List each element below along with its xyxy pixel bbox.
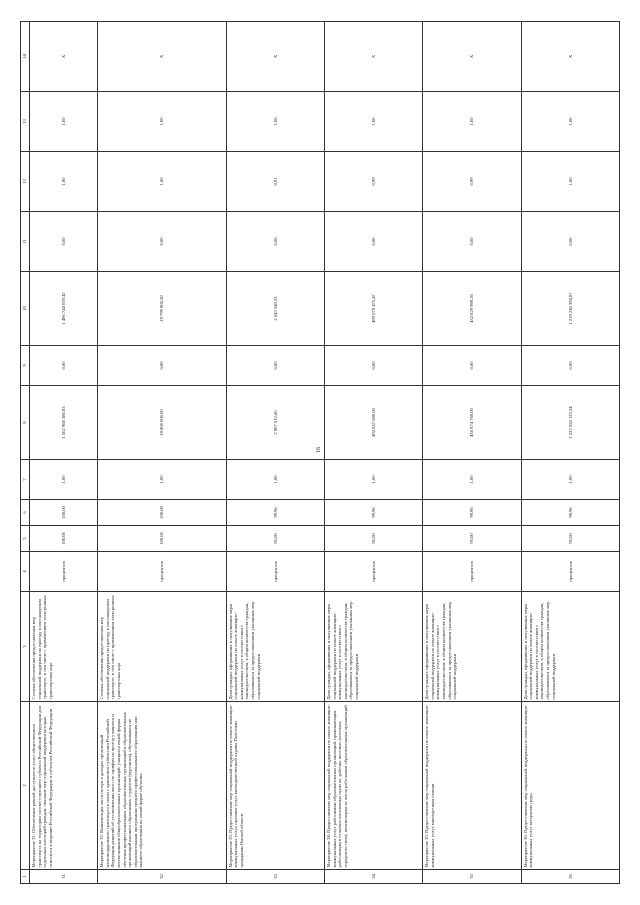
unit-cell: процентов	[98, 552, 226, 592]
value-cell: 99,96	[324, 500, 422, 526]
value-cell: 1,00	[30, 460, 98, 500]
indicator-name: Степень обеспечения предоставления мер социальной поддержки по проезду в пассажирском транспорте, в том числе с применением электронных транспортных карт	[30, 592, 98, 702]
value-cell: 1,00	[98, 152, 226, 212]
value-cell: 0,00	[423, 346, 521, 386]
value-cell: 1,00	[423, 92, 521, 152]
value-cell: 100,00	[30, 526, 98, 552]
value-cell: 0,99	[324, 152, 422, 212]
row-number: 36	[521, 870, 619, 884]
row-number: 32	[98, 870, 226, 884]
value-cell: 95,00	[226, 526, 324, 552]
col-header: 2	[21, 702, 30, 870]
unit-cell: процентов	[226, 552, 324, 592]
report-table	[20, 21, 620, 884]
value-cell: 95,00	[324, 526, 422, 552]
col-header: 10	[21, 272, 30, 346]
value-cell: X	[324, 22, 422, 92]
value-cell: 1,00	[226, 460, 324, 500]
indicator-name: Степень обеспечения предоставления мер социальной поддержки по проезду в пассажирском транспорте, в том числе с применением электронных транспортных карт	[98, 592, 226, 702]
value-cell: 436 874 760,00	[423, 386, 521, 460]
value-cell: X	[226, 22, 324, 92]
col-header: 7	[21, 460, 30, 500]
value-cell: X	[98, 22, 226, 92]
value-cell: 0,00	[324, 212, 422, 272]
col-header: 14	[21, 22, 30, 92]
col-header: 8	[21, 386, 30, 460]
indicator-name: Доля граждан, оформивших и получивших меры социальной поддержки по оплате жилищно-коммунальных услуг в соответствии с законодательством, в общем количестве граждан, обратившихся за предоставлением указанных мер социальной поддержки	[521, 592, 619, 702]
value-cell: X	[521, 22, 619, 92]
value-cell: 19 799 906,50	[98, 272, 226, 346]
col-header: 9	[21, 346, 30, 386]
value-cell: 1,00	[226, 92, 324, 152]
value-cell: 1,00	[521, 92, 619, 152]
value-cell: 100,00	[30, 500, 98, 526]
table-row	[30, 22, 98, 884]
value-cell: 99,96	[521, 500, 619, 526]
value-cell: 0,00	[521, 212, 619, 272]
value-cell: X	[423, 22, 521, 92]
value-cell: 99,96	[226, 500, 324, 526]
col-header: 12	[21, 152, 30, 212]
value-cell: 100,00	[98, 500, 226, 526]
value-cell: 0,00	[521, 346, 619, 386]
row-number: 31	[30, 870, 98, 884]
value-cell: 0,00	[30, 346, 98, 386]
value-cell: 489 079 475,47	[324, 272, 422, 346]
event-name: Мероприятие 31: Обеспечение равной доступности услуг общественного транспорта на территории соответствующего субъекта Российской Федерации для отдельных категорий граждан, оказание мер социальной поддержки которых относится к ведению Российской Федерации и субъектов Российской Федерации	[30, 702, 98, 870]
value-cell: 492 857 680,00	[324, 386, 422, 460]
value-cell: 0,00	[30, 212, 98, 272]
table-row	[98, 22, 226, 884]
value-cell: 0,00	[226, 212, 324, 272]
col-header: 4	[21, 552, 30, 592]
page-number: 16	[316, 447, 322, 453]
column-number-row	[21, 22, 30, 884]
row-number: 34	[324, 870, 422, 884]
col-header: 5	[21, 526, 30, 552]
value-cell: 1,00	[30, 92, 98, 152]
value-cell: 0,00	[98, 346, 226, 386]
value-cell: 1 222 050 123,34	[521, 386, 619, 460]
value-cell: 432 829 989,20	[423, 272, 521, 346]
unit-cell: процентов	[521, 552, 619, 592]
value-cell: 100,00	[98, 526, 226, 552]
table-row	[226, 22, 324, 884]
value-cell: 1,00	[521, 152, 619, 212]
col-header: 3	[21, 592, 30, 702]
value-cell: 99,96	[423, 500, 521, 526]
col-header: 1	[21, 870, 30, 884]
value-cell: X	[30, 22, 98, 92]
value-cell: 95,00	[521, 526, 619, 552]
value-cell: 1 496 744 059,45	[30, 272, 98, 346]
row-number: 33	[226, 870, 324, 884]
event-name: Мероприятие 34: Предоставление мер социальной поддержки по оплате жилищно-коммунальных услуг работникам образовательных организаций, проживающим, работающим в сельских населенных пунктах, рабочих поселках (поселках городского типа), пенсионерам из числа работников образовательных организаций	[324, 702, 422, 870]
indicator-name: Доля граждан, оформивших и получивших меры социальной поддержки по оплате жилищно-коммунальных услуг в соответствии с законодательством, в общем количестве граждан, обратившихся за предоставлением указанных мер социальной поддержки	[226, 592, 324, 702]
col-header: 6	[21, 500, 30, 526]
unit-cell: процентов	[324, 552, 422, 592]
value-cell: 0,00	[226, 346, 324, 386]
value-cell: 1,00	[324, 92, 422, 152]
document-page	[20, 22, 620, 884]
value-cell: 0,00	[324, 346, 422, 386]
value-cell: 19 800 000,00	[98, 386, 226, 460]
value-cell: 1,00	[98, 92, 226, 152]
value-cell: 1,00	[98, 460, 226, 500]
value-cell: 0,00	[423, 212, 521, 272]
indicator-name: Доля граждан, оформивших и получивших меры социальной поддержки по оплате жилищно-коммунальных услуг в соответствии с законодательством, в общем количестве граждан, обратившихся за предоставлением указанных мер социальной поддержки	[324, 592, 422, 702]
value-cell: 1,00	[521, 460, 619, 500]
table-row	[423, 22, 521, 884]
indicator-name: Доля граждан, оформивших и получивших меры социальной поддержки по оплате жилищно-коммунальных услуг в соответствии с законодательством, в общем количестве граждан, обратившихся за предоставлением указанных мер социальной поддержки	[423, 592, 521, 702]
value-cell: 2 907 512,60	[226, 386, 324, 460]
value-cell: 1,00	[423, 460, 521, 500]
value-cell: 95,00	[423, 526, 521, 552]
row-number: 35	[423, 870, 521, 884]
table-row	[521, 22, 619, 884]
value-cell: 1 219 246 394,87	[521, 272, 619, 346]
unit-cell: процентов	[30, 552, 98, 592]
value-cell: 0,00	[98, 212, 226, 272]
event-name: Мероприятие 35: Предоставление мер социальной поддержки по оплате жилищно-коммунальных услуг многодетным семьям	[423, 702, 521, 870]
rotated-sheet	[20, 22, 620, 884]
table-row	[324, 22, 422, 884]
value-cell: 1 502 968 380,83	[30, 386, 98, 460]
event-name: Мероприятие 32: Компенсация части потерь в доходах организаций железнодорожного транспорта в связи с принятием субъектами Российской Федерации решений об установлении льгот по тарифам на проезд учащихся и воспитанников общеобразовательных организаций, учащихся очной формы обучения профессиональных образовательных организаций и образовательных организаций высшего образования, студентов (курсантов), обучающихся по образовательным программам среднего профессионального образования или высшего образования по очной форме обучения	[98, 702, 226, 870]
value-cell: 0,99	[423, 152, 521, 212]
event-name: Мероприятие 33: Предоставление мер социальной поддержки по оплате жилищно-коммунальных услуг, оказание услуг вневедомственной охраны Почетным гражданам Омской области	[226, 702, 324, 870]
unit-cell: процентов	[423, 552, 521, 592]
col-header: 13	[21, 92, 30, 152]
event-name: Мероприятие 36: Предоставление мер социальной поддержки по оплате жилищно-коммунальных услуг ветеранам труда	[521, 702, 619, 870]
value-cell: 1,00	[30, 152, 98, 212]
value-cell: 0,91	[226, 152, 324, 212]
col-header: 11	[21, 212, 30, 272]
value-cell: 2 643 340,53	[226, 272, 324, 346]
value-cell: 1,00	[324, 460, 422, 500]
